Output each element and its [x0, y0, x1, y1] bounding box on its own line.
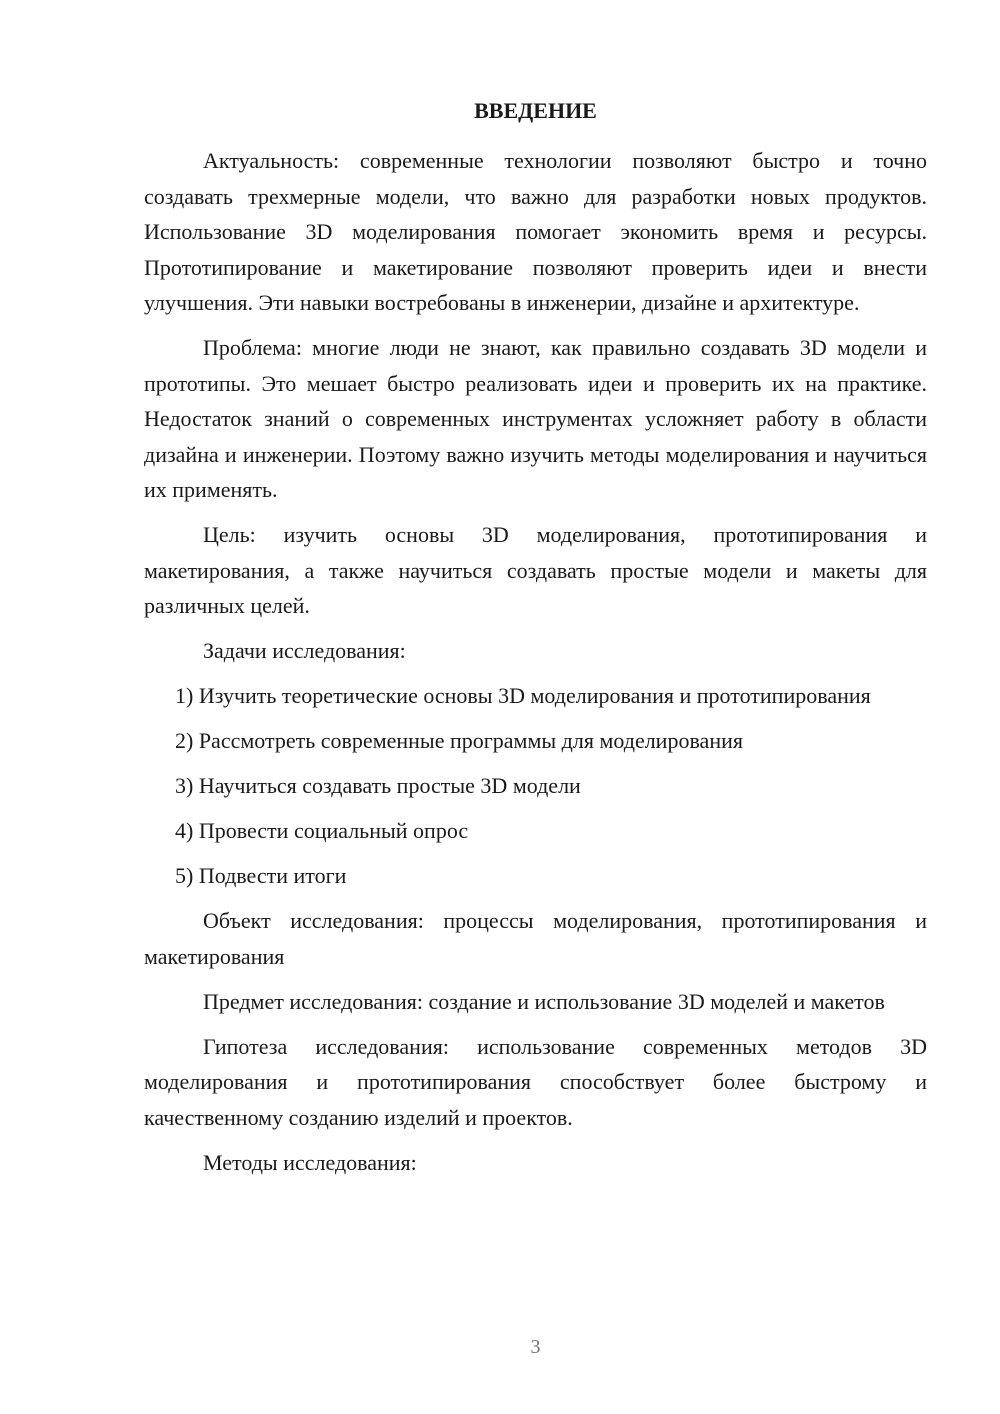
paragraph-relevance: Актуальность: современные технологии позволяют быстро и точно создавать трехмерные модели, что важно для разработки новых продуктов. Использование 3D моделирования помогает экономить время и ресурсы. Прототипирование и макетирование позволяют проверить идеи и внести улучшения. Эти навыки востребованы в инженерии, дизайне и архитектуре. — [144, 148, 927, 315]
document-body — [144, 143, 927, 1190]
paragraph-problem: Проблема: многие люди не знают, как правильно создавать 3D модели и прототипы. Это мешает быстро реализовать идеи и проверить их на практике. Недостаток знаний о современных инструментах усложняет работу в области дизайна и инженерии. Поэтому важно изучить методы моделирования и научиться их применять. — [144, 335, 927, 502]
paragraph-goal: Цель: изучить основы 3D моделирования, прототипирования и макетирования, а также научиться создавать простые модели и макеты для различных целей. — [144, 522, 927, 618]
paragraph-hypothesis: Гипотеза исследования: использование современных методов 3D моделирования и прототипирования способствует более быстрому и качественному созданию изделий и проектов. — [144, 1033, 927, 1130]
task-item-1: 1) Изучить теоретические основы 3D моделирования и прототипирования — [175, 683, 871, 708]
page-number: 3 — [530, 1336, 541, 1358]
section-title: ВВЕДЕНИЕ — [474, 98, 597, 123]
task-item-5: 5) Подвести итоги — [175, 863, 347, 888]
paragraph-methods: Методы исследования: — [203, 1149, 417, 1175]
paragraph-tasks-heading: Задачи исследования: — [203, 638, 406, 663]
task-item-2: 2) Рассмотреть современные программы для моделирования — [175, 728, 743, 753]
task-item-3: 3) Научиться создавать простые 3D модели — [175, 773, 581, 798]
paragraph-subject: Предмет исследования: создание и использование 3D моделей и макетов — [203, 988, 885, 1014]
task-item-4: 4) Провести социальный опрос — [175, 818, 469, 843]
paragraph-object: Объект исследования: процессы моделирования, прототипирования и макетирования — [144, 908, 927, 969]
